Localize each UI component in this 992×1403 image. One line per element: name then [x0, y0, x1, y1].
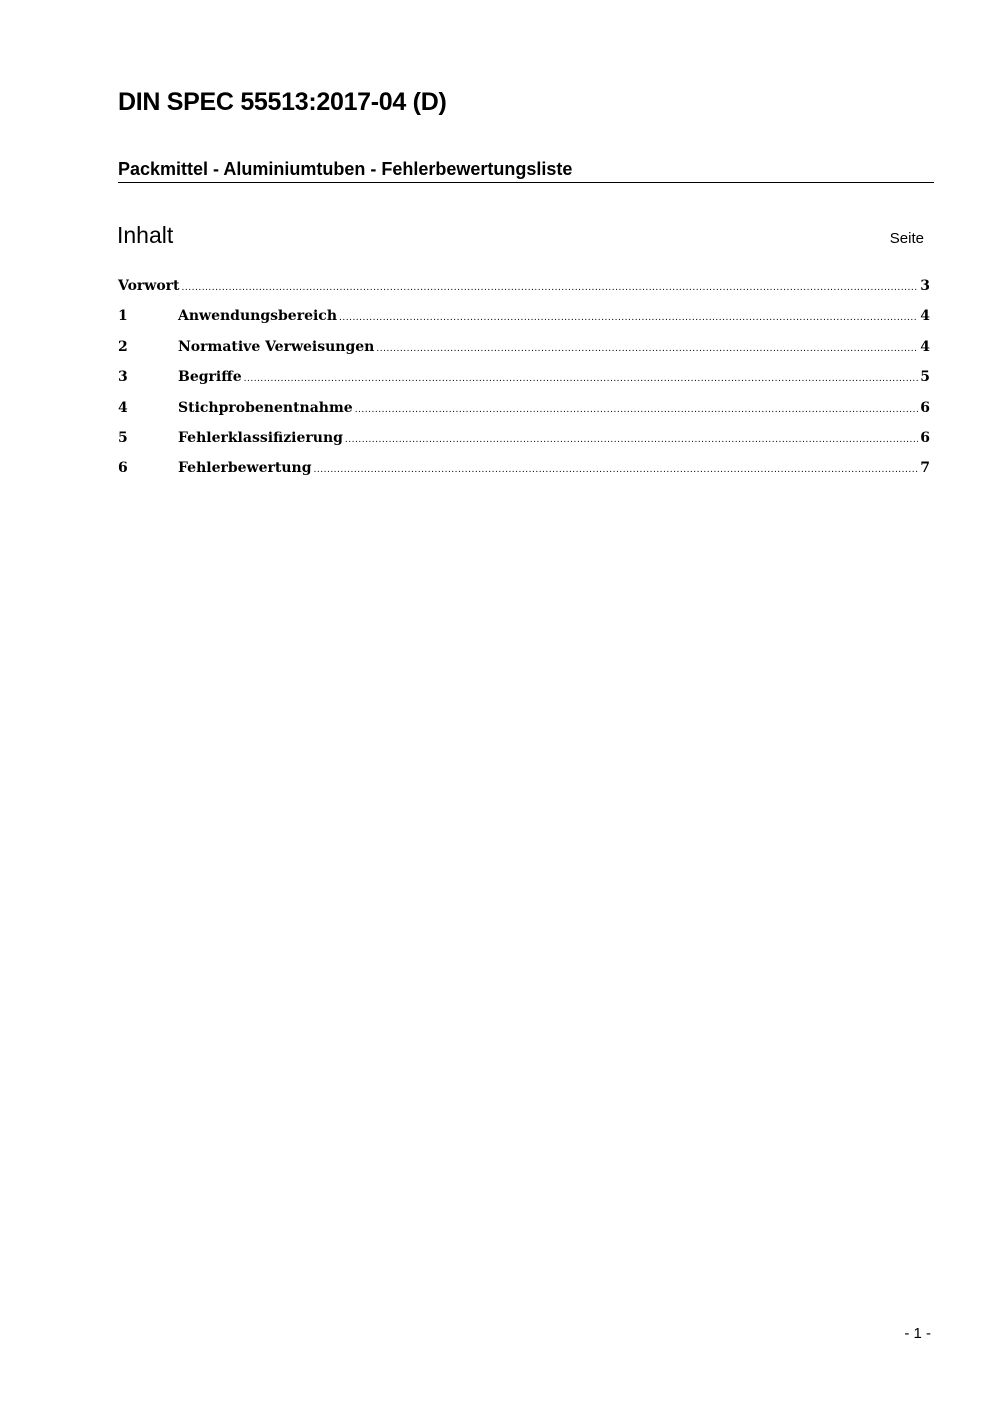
toc-leader-dots — [376, 344, 918, 354]
toc-heading: Inhalt — [117, 222, 174, 248]
toc-leader-dots — [339, 313, 918, 323]
toc-entry-title[interactable]: Normative Verweisungen — [178, 338, 375, 355]
toc-entry-title[interactable]: Stichprobenentnahme — [178, 399, 353, 416]
footer-page-number: - 1 - — [904, 1325, 931, 1342]
toc-leader-dots — [345, 435, 918, 445]
toc-entry-page[interactable]: 6 — [920, 399, 930, 416]
toc-entry-number: 1 — [118, 308, 128, 325]
toc-entry-title[interactable]: Anwendungsbereich — [178, 308, 337, 325]
toc-entry-number: 3 — [118, 369, 128, 386]
toc-entry-anwendungsbereich[interactable] — [118, 308, 930, 338]
toc-entry-page[interactable]: 4 — [920, 308, 930, 325]
toc-entry-vorwort[interactable] — [118, 278, 930, 308]
document-id: DIN SPEC 55513:2017-04 (D) — [118, 88, 447, 116]
toc-entry-title[interactable]: Fehlerbewertung — [178, 460, 312, 477]
toc-entry-page[interactable]: 4 — [920, 338, 930, 355]
toc-entry-page[interactable]: 5 — [920, 369, 930, 386]
toc-entry-number: 6 — [118, 460, 128, 477]
toc-leader-dots — [244, 374, 919, 384]
toc-entry-title[interactable]: Vorwort — [118, 278, 180, 294]
toc-page-column-label: Seite — [889, 230, 924, 247]
toc-entry-page[interactable]: 3 — [920, 278, 930, 294]
toc-entry-fehlerbewertung[interactable] — [118, 460, 930, 490]
toc-entry-title[interactable]: Begriffe — [178, 369, 242, 386]
toc-entry-title[interactable]: Fehlerklassifizierung — [178, 429, 343, 446]
toc-entry-fehlerklassifizierung[interactable] — [118, 430, 930, 460]
toc-entry-number: 5 — [118, 429, 128, 446]
toc-leader-dots — [182, 283, 919, 293]
toc-leader-dots — [355, 405, 919, 415]
toc-entry-begriffe[interactable] — [118, 369, 930, 399]
toc-entry-number: 4 — [118, 399, 128, 416]
toc-leader-dots — [314, 465, 919, 475]
table-of-contents — [118, 278, 930, 491]
toc-entry-page[interactable]: 6 — [920, 429, 930, 446]
toc-entry-number: 2 — [118, 338, 128, 355]
toc-entry-normative-verweisungen[interactable] — [118, 339, 930, 369]
document-subtitle: Packmittel - Aluminiumtuben - Fehlerbewertungsliste — [118, 159, 934, 183]
toc-entry-stichprobenentnahme[interactable] — [118, 400, 930, 430]
toc-entry-page[interactable]: 7 — [920, 460, 930, 477]
